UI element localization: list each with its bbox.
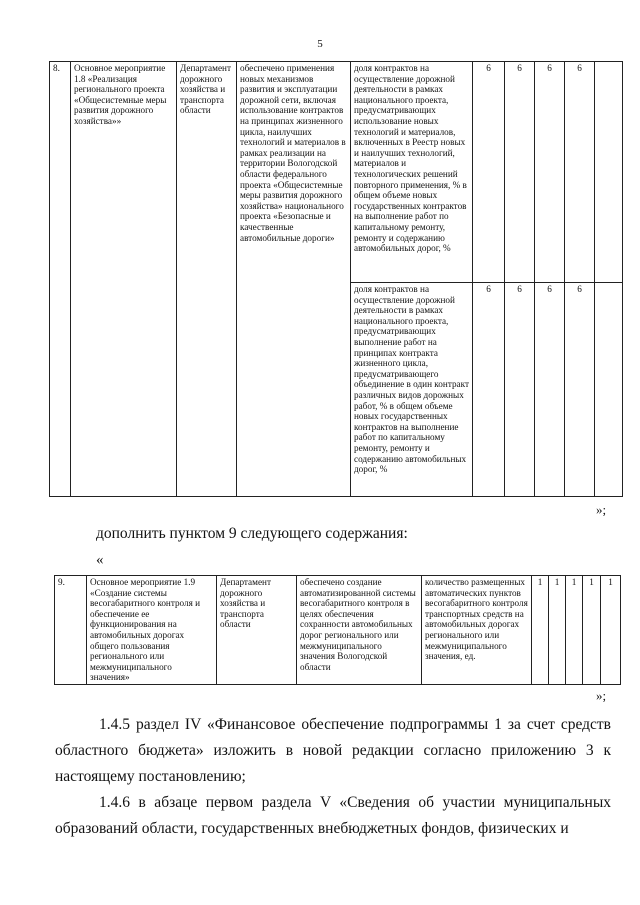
indicator-cell: доля контрактов на осуществление дорожной деятельности в рамках национального проекта, предусматривающих выполнение работ на принципах контракта жизненного цикла, предусматривающего объединение в один контракт различных видов дорожных работ, % в общем объеме новых государственных контрактов на выполнение работ по капитальному ремонту, ремонту и содержанию автомобильных дорог, %	[351, 283, 473, 497]
indicator-value: 6	[505, 62, 535, 283]
program-table-row-8	[49, 61, 623, 497]
indicator-cell: доля контрактов на осуществление дорожной деятельности в рамках национального проекта, предусматривающих использование новых технологий и материалов, включенных в Реестр новых и наилучших технологий, материалов и технологических решений повторного применения, % в общем объеме новых государственных контрактов на выполнение работ по капитальному ремонту, ремонту и содержанию автомобильных дорог, %	[351, 62, 473, 283]
indicator-value: 1	[566, 576, 583, 685]
closing-quote: »;	[596, 688, 607, 703]
indicator-value: 6	[505, 283, 535, 497]
indicator-value: 6	[473, 62, 505, 283]
event-name-cell: Основное мероприятие 1.9 «Создание системы весогабаритного контроля и обеспечение ее функционирования на автомобильных дорогах общего пользования регионального или межмуниципального значения»	[87, 576, 217, 685]
expected-result-cell: обеспечено применения новых механизмов развития и эксплуатации дорожной сети, включая использование контрактов на принципах жизненного цикла, наилучших технологий и материалов в рамках реализации на территории Вологодской области федерального проекта «Общесистемные меры развития дорожного хозяйства» национального проекта «Безопасные и качественные автомобильные дороги»	[237, 62, 351, 497]
closing-quote: »;	[596, 502, 607, 517]
amendment-text: дополнить пунктом 9 следующего содержания:	[96, 525, 408, 542]
expected-result-cell: обеспечено создание автоматизированной системы весогабаритного контроля в целях обеспечения сохранности автомобильных дорог регионального или межмуниципального значения Вологодской области	[297, 576, 422, 685]
indicator-cell: количество размещенных автоматических пунктов весогабаритного контроля транспортных средств на автомобильных дорогах регионального или межмуниципального значения, ед.	[422, 576, 532, 685]
page-number: 5	[317, 38, 323, 50]
row-number: 9.	[55, 576, 87, 685]
indicator-value: 1	[601, 576, 621, 685]
empty-value-cell	[595, 62, 623, 283]
empty-value-cell	[595, 283, 623, 497]
program-table-row-9	[54, 575, 621, 685]
indicator-value: 1	[532, 576, 549, 685]
paragraph-1-4-5: 1.4.5 раздел IV «Финансовое обеспечение подпрограммы 1 за счет средств областного бюджета» изложить в новой редакции согласно приложению 3 к настоящему постановлению;	[55, 716, 611, 785]
executor-cell: Департамент дорожного хозяйства и транспорта области	[177, 62, 237, 497]
indicator-value: 6	[565, 62, 595, 283]
paragraph-1-4-6: 1.4.6 в абзаце первом раздела V «Сведения об участии муниципальных образований области, государственных внебюджетных фондов, физических и	[55, 794, 611, 837]
event-name-cell: Основное мероприятие 1.8 «Реализация регионального проекта «Общесистемные меры развития дорожного хозяйства»»	[71, 62, 177, 497]
indicator-value: 1	[549, 576, 566, 685]
indicator-value: 1	[583, 576, 601, 685]
opening-quote: «	[96, 552, 104, 568]
indicator-value: 6	[535, 283, 565, 497]
indicator-value: 6	[535, 62, 565, 283]
executor-cell: Департамент дорожного хозяйства и транспорта области	[217, 576, 297, 685]
row-number: 8.	[50, 62, 71, 497]
indicator-value: 6	[473, 283, 505, 497]
indicator-value: 6	[565, 283, 595, 497]
